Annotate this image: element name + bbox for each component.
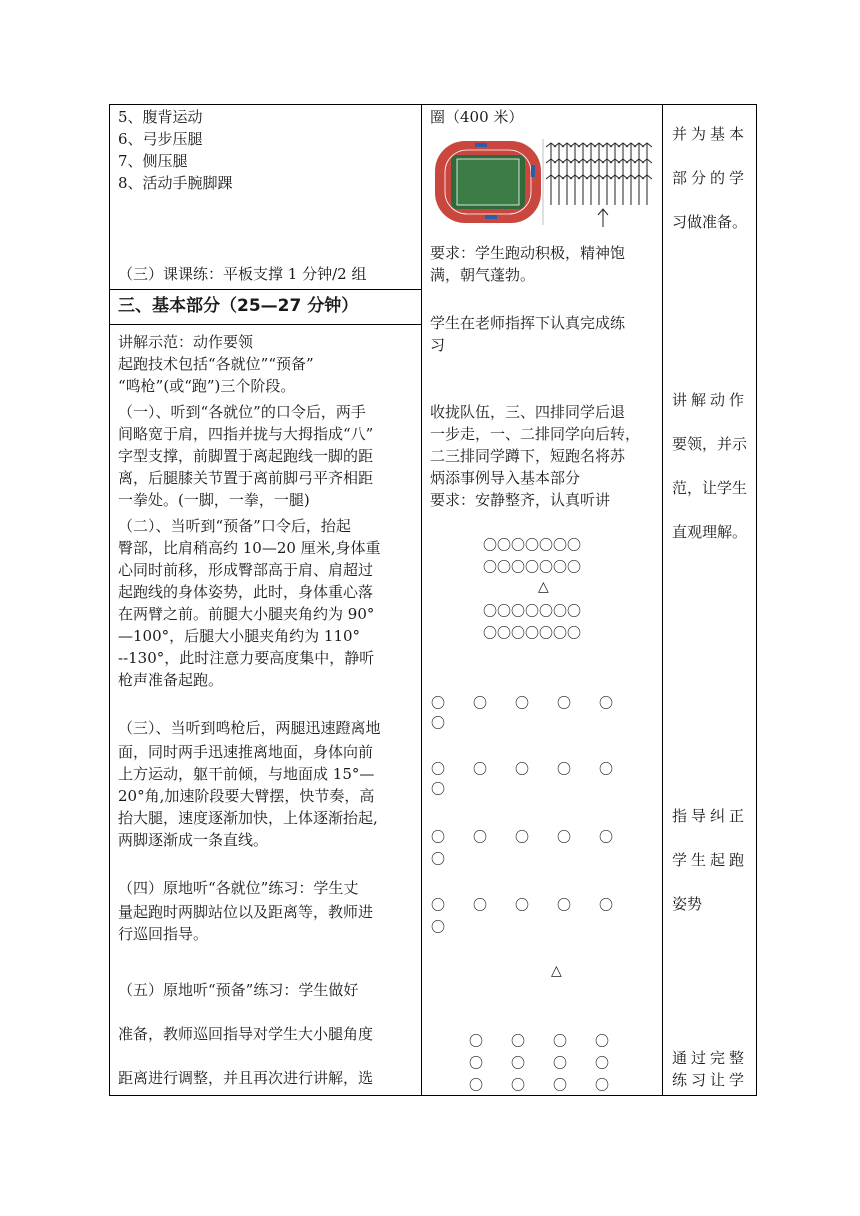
purpose-line: 讲解动作 [672, 391, 749, 409]
text-line: 枪声准备起跑。 [118, 671, 224, 689]
spread-formation-tail: 〇 [431, 920, 445, 936]
text-line: 面，同时两手迅速推离地面，身体向前 [118, 743, 374, 761]
text-line: 一拳处。(一脚，一拳，一腿) [118, 491, 310, 509]
instruction-line: 学生在老师指挥下认真完成练 [430, 314, 626, 332]
grid-formation-row: 〇 〇 〇 〇 [469, 1034, 609, 1050]
text-line: 心同时前移，形成臀部高于肩、肩超过 [118, 561, 374, 579]
teacher-triangle-icon: △ [551, 963, 562, 979]
warmup-item: 8、活动手腕脚踝 [118, 174, 233, 192]
student-formation-row: 〇〇〇〇〇〇〇 [483, 538, 581, 554]
organization-line: 二三排同学蹲下，短跑名将苏 [430, 447, 626, 465]
spread-formation-row: 〇 〇 〇 〇 〇 [431, 830, 613, 846]
organization-line: 炳添事例导入基本部分 [430, 469, 581, 487]
text-line: 讲解示范：动作要领 [118, 333, 254, 351]
purpose-line: 姿势 [672, 895, 703, 913]
purpose-line: 习做准备。 [672, 213, 748, 231]
purpose-line: 指导纠正 [672, 807, 749, 825]
text-line: 起跑线的身体姿势，此时，身体重心落 [118, 583, 374, 601]
section-title: 三、基本部分（25—27 分钟） [118, 296, 359, 316]
text-line: —100°，后腿大小腿夹角约为 110° [118, 627, 361, 645]
purpose-column [662, 105, 758, 1095]
text-line: 20°角,加速阶段要大臂摆，快节奏，高 [118, 787, 375, 805]
spread-formation-tail: 〇 [431, 852, 445, 868]
teacher-triangle-icon: △ [538, 579, 549, 595]
purpose-line: 并为基本 [672, 125, 749, 143]
spread-formation-row: 〇 〇 〇 〇 〇 [431, 696, 613, 712]
student-formation-row: 〇〇〇〇〇〇〇 [483, 626, 581, 642]
organization-line: 收拢队伍，三、四排同学后退 [430, 403, 626, 421]
warmup-item: 7、侧压腿 [118, 152, 188, 170]
text-line: “鸣枪”(或“跑”)三个阶段。 [118, 377, 296, 395]
text-line: （三）、当听到鸣枪后，两腿迅速蹬离地 [118, 719, 381, 737]
student-formation-row: 〇〇〇〇〇〇〇 [483, 560, 581, 576]
grid-formation-row: 〇 〇 〇 〇 [469, 1078, 609, 1094]
grid-formation-row: 〇 〇 〇 〇 [469, 1056, 609, 1072]
text-line: （二）、当听到“预备”口令后，抬起 [118, 517, 351, 535]
content-column [110, 105, 421, 1095]
text-line: --130°，此时注意力要高度集中，静听 [118, 649, 375, 667]
purpose-line: 直观理解。 [672, 523, 748, 541]
text-line: 字型支撑，前脚置于离起跑线一脚的距 [118, 447, 374, 465]
warmup-item: 5、腹背运动 [118, 108, 203, 126]
purpose-line: 练习让学 [672, 1071, 749, 1089]
text-line: 行巡回指导。 [118, 925, 209, 943]
text-line: 在两臂之前。前腿大小腿夹角约为 90° [118, 605, 375, 623]
organization-line: 要求：安静整齐，认真听讲 [430, 491, 611, 509]
lesson-plan-table [109, 104, 757, 1096]
organization-column [421, 105, 662, 1095]
spread-formation-row: 〇 〇 〇 〇 〇 [431, 898, 613, 914]
running-track-diagram [435, 135, 665, 229]
practice-text: （三）课课练：平板支撑 1 分钟/2 组 [118, 265, 367, 283]
text-line: 起跑技术包括“各就位”“预备” [118, 355, 314, 373]
text-line: （四）原地听“各就位”练习：学生丈 [118, 879, 359, 897]
purpose-line: 部分的学 [672, 169, 749, 187]
spread-formation-tail: 〇 [431, 782, 445, 798]
lap-label: 圈（400 米） [430, 108, 524, 126]
warmup-item: 6、弓步压腿 [118, 130, 203, 148]
purpose-line: 要领，并示 [672, 435, 748, 453]
requirement-line: 满，朝气蓬勃。 [430, 266, 536, 284]
text-line: 两脚逐渐成一条直线。 [118, 831, 269, 849]
student-formation-row: 〇〇〇〇〇〇〇 [483, 604, 581, 620]
text-line: 量起跑时两脚站位以及距离等，教师进 [118, 903, 374, 921]
purpose-line: 范，让学生 [672, 479, 748, 497]
spread-formation-tail: 〇 [431, 716, 445, 732]
text-line: （一）、听到“各就位”的口令后，两手 [118, 403, 366, 421]
spread-formation-row: 〇 〇 〇 〇 〇 [431, 762, 613, 778]
purpose-line: 通过完整 [672, 1049, 749, 1067]
text-line: 臀部，比肩稍高约 10—20 厘米,身体重 [118, 539, 381, 557]
text-line: 上方运动，躯干前倾，与地面成 15°— [118, 765, 375, 783]
text-line: 间略宽于肩，四指并拢与大拇指成“八” [118, 425, 374, 443]
text-line: 距离进行调整，并且再次进行讲解，选 [118, 1069, 374, 1087]
purpose-line: 学生起跑 [672, 851, 749, 869]
text-line: （五）原地听“预备”练习：学生做好 [118, 981, 359, 999]
instruction-line: 习 [430, 336, 446, 354]
text-line: 抬大腿，速度逐渐加快，上体逐渐抬起, [118, 809, 378, 827]
requirement-line: 要求：学生跑动积极，精神饱 [430, 244, 626, 262]
text-line: 准备，教师巡回指导对学生大小腿角度 [118, 1025, 374, 1043]
text-line: 离，后腿膝关节置于离前脚弓平齐相距 [118, 469, 374, 487]
organization-line: 一步走，一、二排同学向后转， [430, 425, 641, 443]
